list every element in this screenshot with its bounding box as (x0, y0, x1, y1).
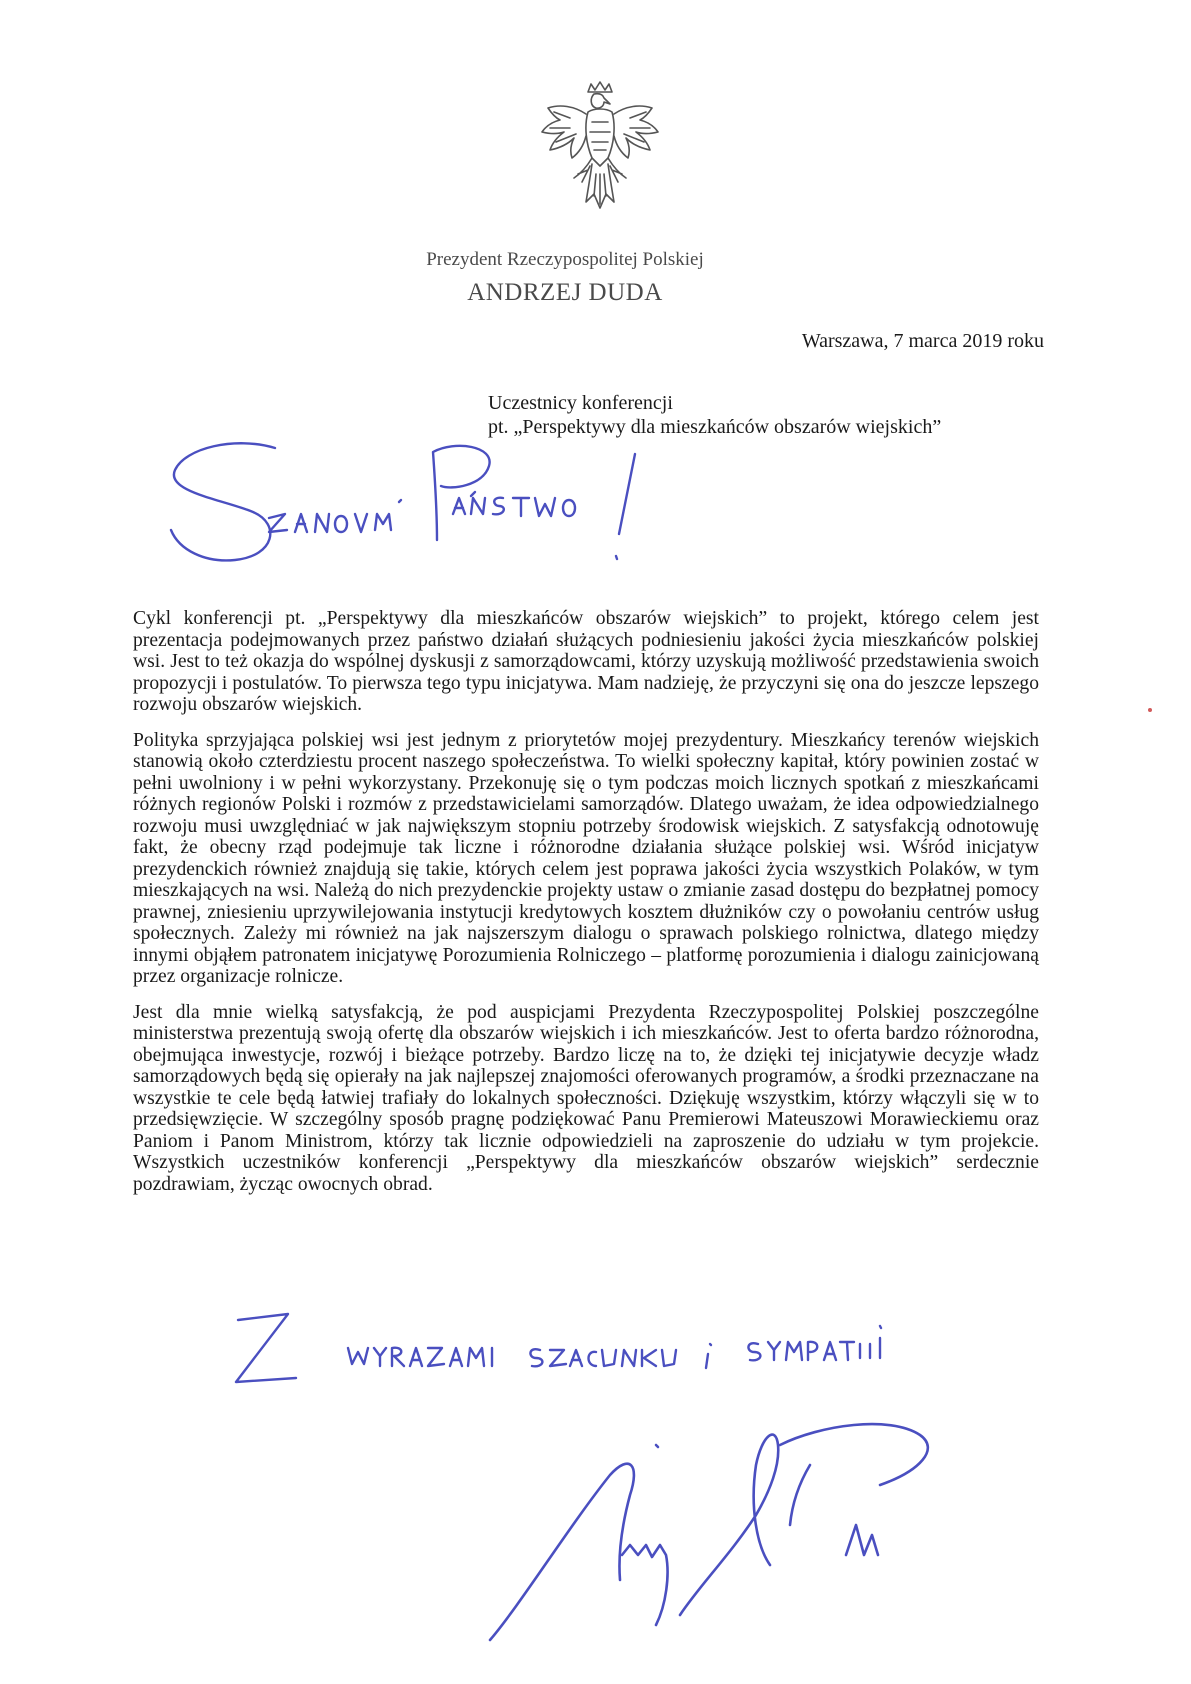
body-paragraph-3: Jest dla mnie wielką satysfakcją, że pod auspicjami Prezydenta Rzeczypospolitej Polskiej poszczególne ministerstwa prezentują swoją ofertę dla obszarów wiejskich i ich mieszkańców. Jest to oferta bardzo różnorodna, obejmująca inwestycje, rozwój i bieżące potrzeby. Bardzo liczę na to, że dzięki tej inicjatywie decyzje władz samorządowych będą się opierały na jak najlepszej znajomości oferowanych programów, a środki przeznaczane na wszystkie te cele będą łatwiej trafiały do lokalnych społeczności. Dziękuję wszystkim, którzy włączyli się w to przedsięwzięcie. W szczególny sposób pragnę podziękować Panu Premierowi Mateuszowi Morawieckiemu oraz Paniom i Panom Ministrom, którzy tak licznie odpowiedzieli na zaproszenie do udziału w tym projekcie. Wszystkich uczestników konferencji „Perspektywy dla mieszkańców obszarów wiejskich” serdecznie pozdrawiam, życząc owocnych obrad. (133, 1001, 1039, 1195)
recipient-line-1: Uczestnicy konferencji (488, 392, 673, 414)
handwritten-salutation (165, 440, 685, 580)
polish-eagle-emblem-icon (530, 78, 670, 218)
red-dot-mark (1148, 708, 1152, 712)
handwritten-signature (480, 1405, 950, 1655)
letterhead (380, 248, 750, 308)
body-paragraph-1: Cykl konferencji pt. „Perspektywy dla mieszkańców obszarów wiejskich” to projekt, którego celem jest prezentacja podejmowanych przez państwo działań służących podniesieniu jakości życia mieszkańców polskiej wsi. Jest to też okazja do wspólnej dyskusji z samorządowcami, którzy uzyskują możliwość przedstawienia swoich propozycji i postulatów. To pierwsza tego typu inicjatywa. Mam nadzieję, że przyczyni się ona do jeszcze lepszego rozwoju obszarów wiejskich. (133, 608, 1039, 715)
date-line: Warszawa, 7 marca 2019 roku (801, 330, 1044, 352)
letter-body (133, 608, 1039, 1209)
recipient-line-2: pt. „Perspektywy dla mieszkańców obszarów wiejskich” (488, 416, 942, 438)
handwritten-closing (228, 1308, 948, 1398)
recipient-block (488, 391, 941, 439)
letterhead-title: Prezydent Rzeczypospolitej Polskiej (426, 249, 704, 270)
letterhead-name: ANDRZEJ DUDA (467, 279, 663, 306)
body-paragraph-2: Polityka sprzyjająca polskiej wsi jest jednym z priorytetów mojej prezydentury. Mieszkańcy terenów wiejskich stanowią około czterdziestu procent naszego społeczeństwa. To wielki społeczny kapitał, który powinien zostać w pełni uwolniony i w pełni wykorzystany. Przekonuję się o tym podczas moich licznych spotkań z mieszkańcami różnych regionów Polski i rozmów z przedstawicielami samorządów. Dlatego uważam, że idea odpowiedzialnego rozwoju musi uwzględniać w jak największym stopniu potrzeby środowisk wiejskich. Z satysfakcją odnotowuję fakt, że obecny rząd podejmuje tak liczne i różnorodne działania służące polskiej wsi. Wśród inicjatyw prezydenckich również znajdują się takie, których celem jest poprawa jakości życia wszystkich Polaków, w tym mieszkających na wsi. Należą do nich prezydenckie projekty ustaw o zmianie zasad dostępu do bezpłatnej pomocy prawnej, zniesieniu uprzywilejowania instytucji kredytowych kosztem dłużników czy o powołaniu centrów usług społecznych. Zależy mi również na jak najszerszym dialogu o sprawach polskiego rolnictwa, dlatego między innymi objąłem patronatem inicjatywę Porozumienia Rolniczego – platformę porozumienia i dialogu zainicjowaną przez organizacje rolnicze. (133, 729, 1039, 987)
